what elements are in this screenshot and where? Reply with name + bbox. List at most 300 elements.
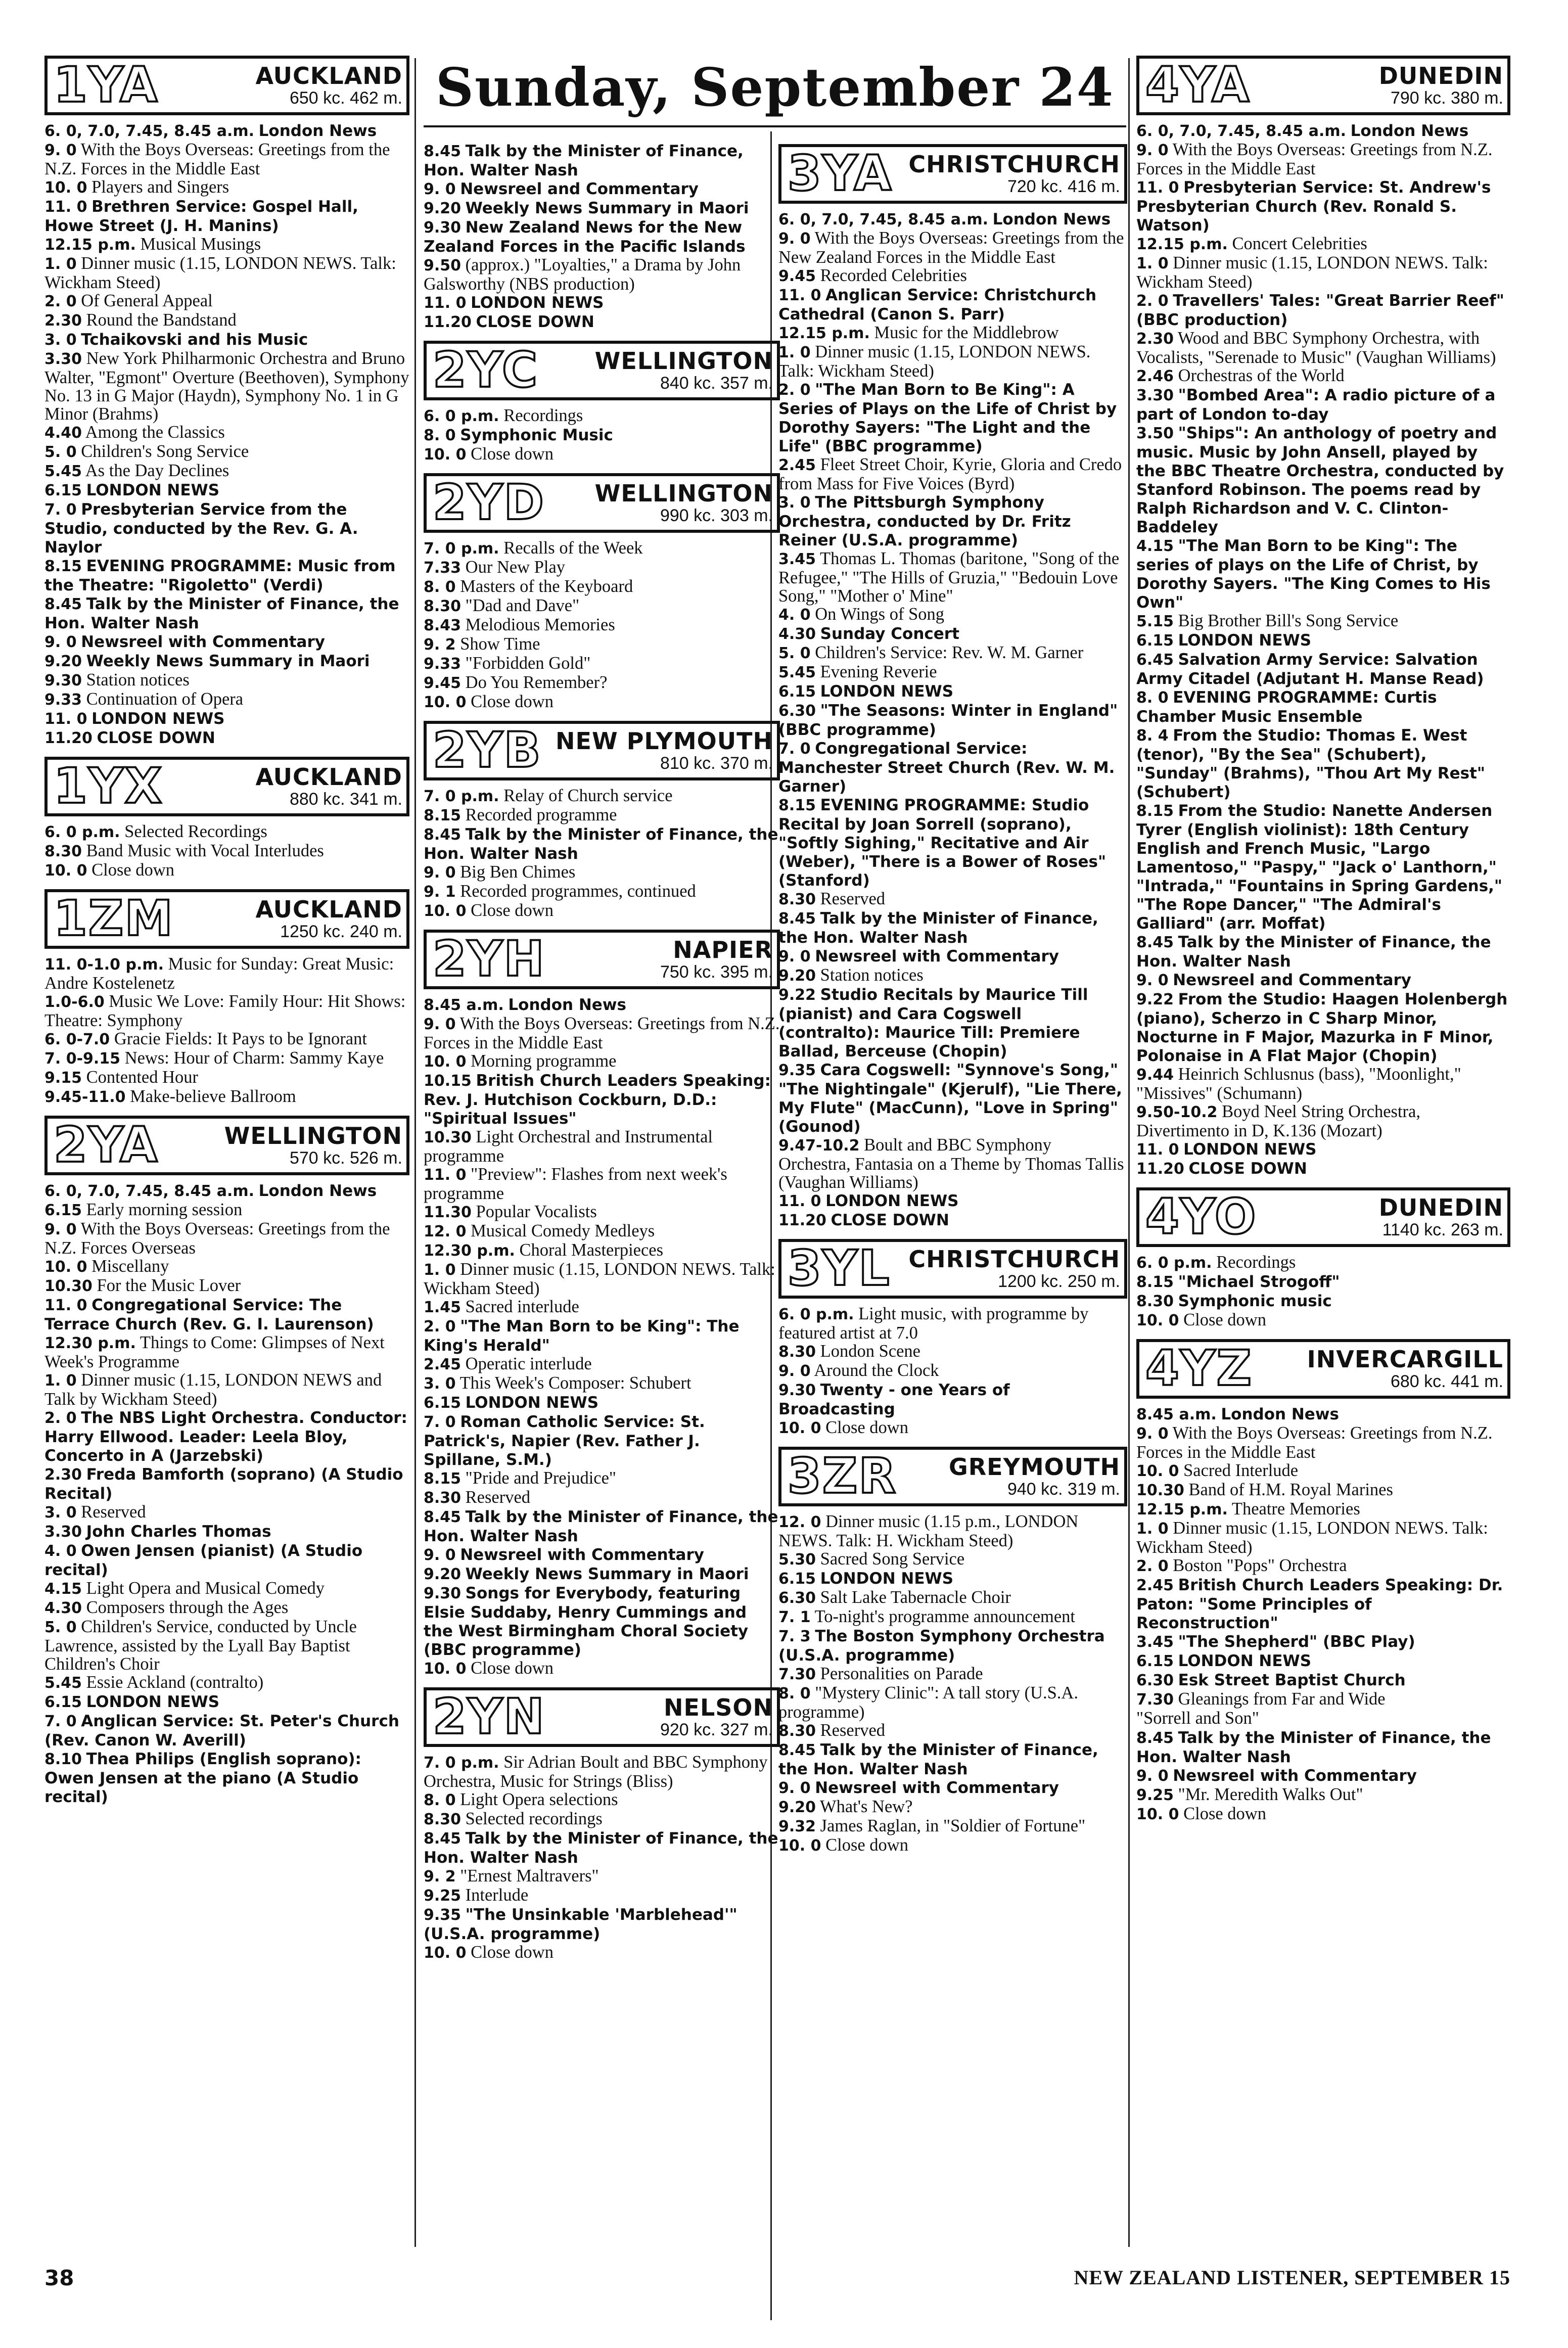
programme-time: 2.45 (1136, 1577, 1174, 1594)
station-city: NEW PLYMOUTH (556, 727, 773, 755)
station-call-sign: 2YC (433, 342, 539, 398)
programme-entry (44, 1712, 409, 1750)
programme-title: Dinner music (1.15, LONDON NEWS. Talk: Wickham Steed) (1136, 1518, 1488, 1557)
programme-entry (424, 1260, 780, 1298)
station-call-sign: 1ZM (54, 890, 174, 947)
programme-entry (1136, 1651, 1510, 1671)
programme-entry (778, 985, 1127, 1061)
programme-entry (1136, 536, 1510, 612)
programme-time: 2.45 (424, 1356, 462, 1373)
programme-entry (424, 1317, 780, 1355)
programme-entry (44, 1408, 409, 1465)
programme-title: Big Ben Chimes (460, 862, 576, 882)
programme-entry (778, 1721, 1127, 1740)
programme-title: Dinner music (1.15, LONDON NEWS. Talk: Wickham Steed) (1136, 253, 1488, 292)
programme-time: 8.30 (44, 843, 82, 860)
programme-entry (1136, 1253, 1510, 1272)
station-frequency: 840 kc. 357 m. (660, 374, 773, 393)
programme-time: 1.45 (424, 1299, 462, 1316)
programme-title: From the Studio: Thomas E. West (tenor), "By the Sea" (Schubert), "Sunday" (Brahms), "Thou Art My Rest" (Schubert) (1136, 726, 1486, 801)
programme-time: 9.20 (778, 1799, 816, 1816)
station-header-2yh (424, 930, 780, 989)
programme-title: London News (1350, 122, 1469, 140)
programme-title: "Forbidden Gold" (465, 654, 591, 673)
programme-time: 8.45 (778, 910, 816, 928)
programme-time: 9.45 (424, 674, 462, 692)
programme-entry (44, 121, 409, 141)
programme-time: 11. 0-1.0 p.m. (44, 956, 164, 974)
programme-title: "The Shepherd" (BBC Play) (1178, 1633, 1415, 1651)
block-gap (424, 1678, 780, 1687)
station-meta (169, 760, 406, 813)
programme-entry (1136, 1709, 1510, 1728)
programme-title: James Raglan, in "Soldier of Fortune" (820, 1816, 1086, 1835)
programme-title: This Week's Composer: Schubert (459, 1373, 691, 1393)
station-call-sign: 3YA (788, 145, 893, 202)
programme-entry (1136, 612, 1510, 631)
programme-entry (1136, 291, 1510, 329)
programme-time: 8.45 (424, 1508, 462, 1526)
programme-title: "Mystery Clinic": A tall story (U.S.A. programme) (778, 1683, 1078, 1722)
programme-entry (778, 890, 1127, 909)
programme-title: Composers through the Ages (86, 1598, 289, 1617)
programme-entry (44, 594, 409, 632)
programme-title: Show Time (460, 634, 540, 654)
programme-time: 9.30 (44, 672, 82, 689)
programme-time: 9.50 (424, 257, 462, 274)
programme-time: 6.15 (424, 1394, 462, 1412)
programme-entry (424, 1507, 780, 1545)
programme-time: 10. 0 (424, 1660, 467, 1678)
programme-title: Personalities on Parade (820, 1664, 983, 1683)
programme-time: 9. 0 (778, 230, 811, 248)
programme-entry (1136, 1785, 1510, 1805)
programme-title: Talk by the Minister of Finance, the Hon. Walter Nash (44, 595, 399, 632)
block-gap (1136, 1178, 1510, 1187)
programme-title: Station notices (820, 965, 924, 985)
programme-entry (778, 1136, 1127, 1191)
programme-time: 9.44 (1136, 1066, 1174, 1084)
programme-entry (778, 1211, 1127, 1230)
programme-title: Sir Adrian Boult and BBC Symphony Orchestra, Music for Strings (Bliss) (424, 1753, 768, 1791)
programme-title: Thea Philips (English soprano): Owen Jensen at the piano (A Studio recital) (44, 1750, 361, 1806)
programme-entry (44, 1257, 409, 1276)
programme-title: Concert Celebrities (1232, 234, 1367, 253)
programme-title: British Church Leaders Speaking: Rev. J. Hutchison Cockburn, D.D.: "Spiritual Issues" (424, 1072, 771, 1128)
programme-time: 6.15 (778, 683, 816, 701)
programme-title: LONDON NEWS (471, 294, 604, 312)
programme-entry (778, 796, 1127, 890)
programme-time: 3. 0 (44, 1504, 77, 1522)
programme-title: Gracie Fields: It Pays to be Ignorant (114, 1029, 367, 1048)
programme-entry (778, 1569, 1127, 1588)
programme-entry (778, 1061, 1127, 1136)
programme-title: Close down (471, 1659, 554, 1678)
programme-time: 4.30 (778, 625, 816, 643)
programme-time: 3.30 (44, 350, 82, 368)
programme-entry (44, 822, 409, 842)
programme-entry (778, 1512, 1127, 1550)
programme-entry (424, 406, 780, 426)
programme-entry (424, 1374, 780, 1393)
programme-time: 9.32 (778, 1818, 816, 1835)
programme-time: 9.33 (44, 691, 82, 709)
programme-entry (778, 1607, 1127, 1627)
programme-entry (44, 728, 409, 748)
programme-entry (778, 266, 1127, 286)
programme-entry (44, 709, 409, 728)
station-header-4yo (1136, 1187, 1510, 1247)
programme-entry (1136, 141, 1510, 178)
station-header-1yx (44, 757, 409, 816)
station-header-2yd (424, 473, 780, 533)
programme-time: 8.15 (778, 797, 816, 814)
programme-time: 7. 0 (44, 501, 77, 519)
programme-time: 9. 0 (44, 633, 77, 651)
programme-title: "Michael Strogoff" (1178, 1273, 1340, 1291)
programme-entry (778, 1550, 1127, 1569)
page-number: 38 (44, 2266, 74, 2290)
programme-title: Esk Street Baptist Church (1178, 1671, 1406, 1689)
programme-entry (424, 1564, 780, 1584)
programme-title: What's New? (820, 1797, 913, 1816)
programme-time: 10. 0 (424, 1944, 467, 1962)
programme-title: Talk by the Minister of Finance, the Hon. Walter Nash (1136, 933, 1491, 971)
programme-title: "Mr. Meredith Walks Out" (1178, 1785, 1363, 1804)
programme-title: Musical Comedy Medleys (471, 1221, 655, 1240)
programme-time: 9.20 (424, 1566, 462, 1583)
programme-time: 7. 0 p.m. (424, 788, 499, 805)
programme-title: New York Philharmonic Orchestra and Bruno Walter, "Egmont" Overture (Beethoven), Symphony No. 13 in G Major (Haydn), Symphony No. 1 in G Minor (Brahms) (44, 349, 409, 424)
programme-title: Masters of the Keyboard (460, 577, 633, 596)
programme-time: 7.33 (424, 559, 462, 577)
programme-time: 8.15 (424, 1470, 462, 1488)
programme-title: Around the Clock (814, 1361, 939, 1380)
programme-title: For the Music Lover (97, 1276, 241, 1295)
programme-time: 1. 0 (424, 1261, 456, 1279)
programme-time: 6. 0, 7.0, 7.45, 8.45 a.m. (778, 211, 989, 228)
programme-time: 9. 2 (424, 1868, 456, 1885)
programme-title: Close down (471, 1943, 554, 1962)
programme-entry (1136, 1500, 1510, 1519)
programme-entry (1136, 1728, 1510, 1766)
programme-title: Musical Musings (140, 235, 261, 254)
programme-time: 1. 0 (44, 1372, 77, 1390)
programme-entry (778, 1778, 1127, 1798)
programme-time: 3.30 (44, 1523, 82, 1541)
station-frequency: 810 kc. 370 m. (660, 754, 773, 773)
programme-time: 10. 0 (778, 1837, 821, 1855)
programme-entry (778, 324, 1127, 343)
programme-entry (44, 992, 409, 1030)
programme-entry (424, 539, 780, 558)
programme-entry (424, 596, 780, 616)
programme-entry (778, 1836, 1127, 1855)
programme-time: 9. 0 (778, 948, 811, 965)
programme-entry (1136, 1766, 1510, 1785)
programme-entry (44, 1181, 409, 1201)
programme-time: 6.15 (44, 482, 82, 499)
programme-entry (1136, 971, 1510, 990)
programme-time: 6. 0, 7.0, 7.45, 8.45 a.m. (44, 1182, 255, 1200)
programme-entry (1136, 1576, 1510, 1632)
programme-title: "Ships": An anthology of poetry and music. Music by John Ansell, played by the BBC Theatre Orchestra, conducted by Stanford Robinson. The poems read by Ralph Richardson and V. C. Clinton-Baddeley (1136, 424, 1504, 536)
programme-entry (424, 1790, 780, 1810)
programme-title: LONDON NEWS (1178, 1652, 1312, 1670)
programme-entry (44, 1030, 409, 1049)
programme-title: Recorded programme (465, 805, 617, 824)
programme-title: Weekly News Summary in Maori (465, 1565, 749, 1583)
programme-entry (44, 1692, 409, 1712)
programme-title: Close down (471, 444, 554, 464)
programme-entry (424, 199, 780, 218)
programme-title: Talk by the Minister of Finance, the Hon. Walter Nash (424, 1829, 778, 1867)
station-frequency: 750 kc. 395 m. (660, 962, 773, 982)
programme-title: LONDON NEWS (465, 1394, 599, 1412)
programme-title: Recordings (1216, 1253, 1296, 1272)
station-frequency: 570 kc. 526 m. (289, 1148, 402, 1168)
programme-entry (1136, 1690, 1510, 1709)
programme-title: British Church Leaders Speaking: Dr. Paton: "Some Principles of Reconstruction" (1136, 1576, 1503, 1632)
programme-entry (424, 218, 780, 256)
block-gap (778, 1438, 1127, 1447)
programme-title: Children's Service, conducted by Uncle Lawrence, assisted by the Lyall Bay Baptist Children's Choir (44, 1617, 357, 1674)
programme-time: 9.35 (778, 1062, 816, 1079)
programme-time: 9. 0 (424, 864, 456, 882)
programme-entry (424, 577, 780, 596)
programme-time: 10.15 (424, 1072, 472, 1090)
station-meta (1256, 59, 1507, 112)
programme-time: 7. 0 p.m. (424, 1754, 499, 1772)
programme-title: Presbyterian Service from the Studio, conducted by the Rev. G. A. Naylor (44, 500, 358, 557)
programme-entry (1136, 1805, 1510, 1824)
programme-time: 6.15 (1136, 1652, 1174, 1670)
programme-time: 8.45 (778, 1741, 816, 1759)
programme-entry (424, 1905, 780, 1943)
station-header-4ya (1136, 56, 1510, 115)
programme-title: LONDON NEWS (820, 1570, 954, 1588)
block-gap (44, 880, 409, 889)
programme-entry (44, 1333, 409, 1371)
programme-title: With the Boys Overseas: Greetings from the N.Z. Forces in the Middle East (44, 140, 390, 178)
block-gap (424, 332, 780, 341)
programme-title: Theatre Memories (1231, 1499, 1360, 1518)
programme-title: Close down (825, 1418, 908, 1437)
programme-time: 8.45 (424, 826, 462, 844)
station-meta (164, 1119, 406, 1172)
programme-entry (778, 1627, 1127, 1665)
block-gap (44, 1806, 409, 1815)
programme-entry (1136, 329, 1510, 366)
programme-entry (44, 1049, 409, 1068)
programme-time: 8. 0 (424, 1791, 456, 1809)
programme-title: EVENING PROGRAMME: Music from the Theatre: "Rigoletto" (Verdi) (44, 557, 396, 594)
programme-title: London News (508, 996, 626, 1014)
programme-title: From the Studio: Haagen Holenbergh (piano), Scherzo in C Sharp Minor, Nocturne in F Major, Mazurka in F Minor, Polonaise in A Flat Major (Chopin) (1136, 990, 1508, 1065)
programme-entry (424, 882, 780, 901)
programme-time: 10. 0 (424, 694, 467, 711)
station-frequency: 880 kc. 341 m. (289, 790, 402, 809)
programme-time: 12.15 p.m. (1136, 1501, 1228, 1518)
programme-entry (44, 500, 409, 557)
block-gap (424, 920, 780, 930)
programme-title: Sacred interlude (465, 1297, 579, 1316)
programme-entry (778, 1305, 1127, 1342)
programme-entry (1136, 366, 1510, 386)
programme-entry (1136, 1461, 1510, 1481)
block-gap (1136, 1330, 1510, 1339)
programme-title: Dinner music (1.15 p.m., LONDON NEWS. Talk: H. Wickham Steed) (778, 1512, 1079, 1550)
programme-entry (778, 380, 1127, 455)
programme-time: 9. 0 (424, 1016, 456, 1033)
programme-title: Light Orchestral and Instrumental programme (424, 1127, 713, 1166)
programme-time: 11. 0 (44, 710, 87, 728)
programme-title: Recorded Celebrities (820, 266, 967, 285)
programme-time: 5.45 (778, 664, 816, 681)
programme-title: Travellers' Tales: "Great Barrier Reef" (BBC production) (1136, 292, 1504, 329)
programme-entry (424, 635, 780, 654)
programme-time: 9. 0 (778, 1362, 811, 1380)
station-frequency: 940 kc. 319 m. (1007, 1480, 1120, 1499)
programme-time: 9.45 (778, 267, 816, 285)
station-frequency: 1250 kc. 240 m. (280, 922, 402, 941)
station-frequency: 680 kc. 441 m. (1390, 1372, 1503, 1391)
programme-time: 1.0-6.0 (44, 993, 105, 1011)
programme-title: Talk by the Minister of Finance, the Hon. Walter Nash (1136, 1729, 1491, 1766)
station-city: GREYMOUTH (948, 1453, 1120, 1481)
programme-title: Morning programme (471, 1051, 617, 1071)
programme-title: LONDON NEWS (1178, 631, 1312, 650)
programme-entry (44, 349, 409, 423)
station-meta (896, 1242, 1124, 1296)
programme-title: Recalls of the Week (503, 538, 643, 558)
programme-time: 10. 0 (778, 1419, 821, 1437)
programme-title: From the Studio: Nanette Andersen Tyrer (English violinist): 18th Century English and French Music, "Largo Lamentoso," "Paspy," "Jack o' Lanthorn," "Intrada," "Fountains in Spring Gardens," "The Rope Dancer," "The Admiral's Galliard" (arr. Moffat) (1136, 802, 1503, 933)
programme-title: Miscellany (91, 1257, 169, 1276)
programme-entry (1136, 1159, 1510, 1178)
station-city: DUNEDIN (1378, 62, 1503, 89)
programme-time: 9. 0 (1136, 142, 1169, 159)
programme-time: 5.30 (778, 1551, 816, 1569)
programme-time: 6. 0 p.m. (424, 407, 499, 425)
programme-entry (44, 141, 409, 178)
programme-time: 11.20 (778, 1212, 826, 1229)
programme-time: 11. 0 (44, 198, 87, 216)
programme-entry (424, 1810, 780, 1829)
programme-title: LONDON NEWS (820, 682, 954, 701)
programme-entry (44, 197, 409, 235)
programme-title: Newsreel and Commentary (1173, 971, 1411, 989)
programme-title: Sunday Concert (820, 625, 959, 643)
programme-title: Studio Recitals by Maurice Till (pianist) and Cara Cogswell (contralto): Maurice Till: Premiere Ballad, Berceuse (Chopin) (778, 986, 1088, 1061)
station-meta (1263, 1190, 1508, 1244)
programme-time: 8.30 (424, 597, 462, 615)
programme-time: 11. 0 (424, 294, 467, 312)
programme-entry (424, 1203, 780, 1222)
programme-entry (44, 632, 409, 652)
programme-entry (1136, 1632, 1510, 1651)
programme-title: Band of H.M. Royal Marines (1188, 1480, 1393, 1499)
programme-time: 6. 0 p.m. (44, 823, 120, 841)
programme-time: 9. 0 (1136, 972, 1169, 989)
programme-entry (778, 624, 1127, 643)
station-header-3yl (778, 1239, 1127, 1299)
programme-title: Light Opera selections (460, 1790, 618, 1809)
programme-entry (1136, 1519, 1510, 1556)
programme-time: 11.30 (424, 1204, 472, 1221)
programme-time: 12.30 p.m. (424, 1242, 515, 1260)
programme-time: 9. 0 (44, 1221, 77, 1238)
programme-time: 5. 0 (44, 443, 77, 461)
programme-entry (44, 311, 409, 330)
programme-time: 10. 0 (44, 1258, 87, 1276)
programme-title: The NBS Light Orchestra. Conductor: Harry Ellwood. Leader: Leela Bloy, Concerto in A (Jarzebski) (44, 1409, 407, 1465)
programme-title: Station notices (86, 670, 190, 689)
programme-entry (44, 1750, 409, 1806)
programme-time: 4.40 (44, 424, 82, 442)
programme-entry (424, 1355, 780, 1374)
programme-time: 9.45-11.0 (44, 1088, 126, 1106)
programme-title: Do You Remember? (465, 673, 608, 692)
programme-title: Boston "Pops" Orchestra (1173, 1556, 1347, 1575)
programme-time: 11.20 (1136, 1160, 1184, 1178)
programme-title: London News (1221, 1405, 1339, 1423)
programme-time: 5.45 (44, 1674, 82, 1692)
station-call-sign: 1YX (54, 758, 163, 814)
programme-time: 11. 0 (1136, 179, 1179, 197)
block-gap (44, 748, 409, 757)
station-call-sign: 2YA (54, 1117, 159, 1173)
programme-time: 11. 0 (1136, 1141, 1179, 1159)
programme-entry (778, 909, 1127, 947)
programme-time: 10. 0 (1136, 1806, 1179, 1823)
column-2 (424, 142, 780, 2345)
programme-entry (424, 1829, 780, 1867)
station-call-sign: 2YH (433, 931, 545, 987)
programme-title: Congregational Service: The Terrace Church (Rev. G. I. Laurenson) (44, 1296, 374, 1333)
programme-entry (1136, 801, 1510, 933)
programme-entry (1136, 933, 1510, 971)
programme-time: 2. 0 (424, 1318, 456, 1336)
programme-time: 9.20 (44, 653, 82, 670)
programme-title: Round the Bandstand (86, 310, 237, 330)
programme-time: 5. 0 (44, 1619, 77, 1636)
programme-entry (44, 292, 409, 311)
programme-title: Essie Ackland (contralto) (86, 1673, 264, 1692)
programme-time: 2.45 (778, 456, 816, 474)
programme-time: 8.10 (44, 1751, 82, 1768)
column-rule (1128, 58, 1130, 2247)
programme-entry (778, 643, 1127, 663)
programme-time: 2. 0 (44, 1409, 77, 1427)
programme-title: Talk by the Minister of Finance, the Hon. Walter Nash (424, 825, 778, 863)
programme-entry (1136, 631, 1510, 650)
station-frequency: 720 kc. 416 m. (1007, 177, 1120, 196)
programme-title: Talk by the Minister of Finance, the Hon. Walter Nash (778, 1741, 1098, 1778)
programme-title: Continuation of Opera (86, 689, 244, 709)
programme-title: Reserved (820, 1721, 886, 1740)
station-header-1ya (44, 56, 409, 115)
programme-entry (44, 1068, 409, 1087)
block-gap (424, 464, 780, 473)
programme-entry (424, 616, 780, 635)
programme-entry (44, 1618, 409, 1673)
programme-entry (44, 955, 409, 992)
programme-title: Selected recordings (465, 1809, 603, 1828)
programme-title: Recorded programmes, continued (460, 882, 696, 901)
programme-time: 8. 0 (424, 427, 456, 444)
programme-time: 7. 0 (44, 1713, 77, 1730)
